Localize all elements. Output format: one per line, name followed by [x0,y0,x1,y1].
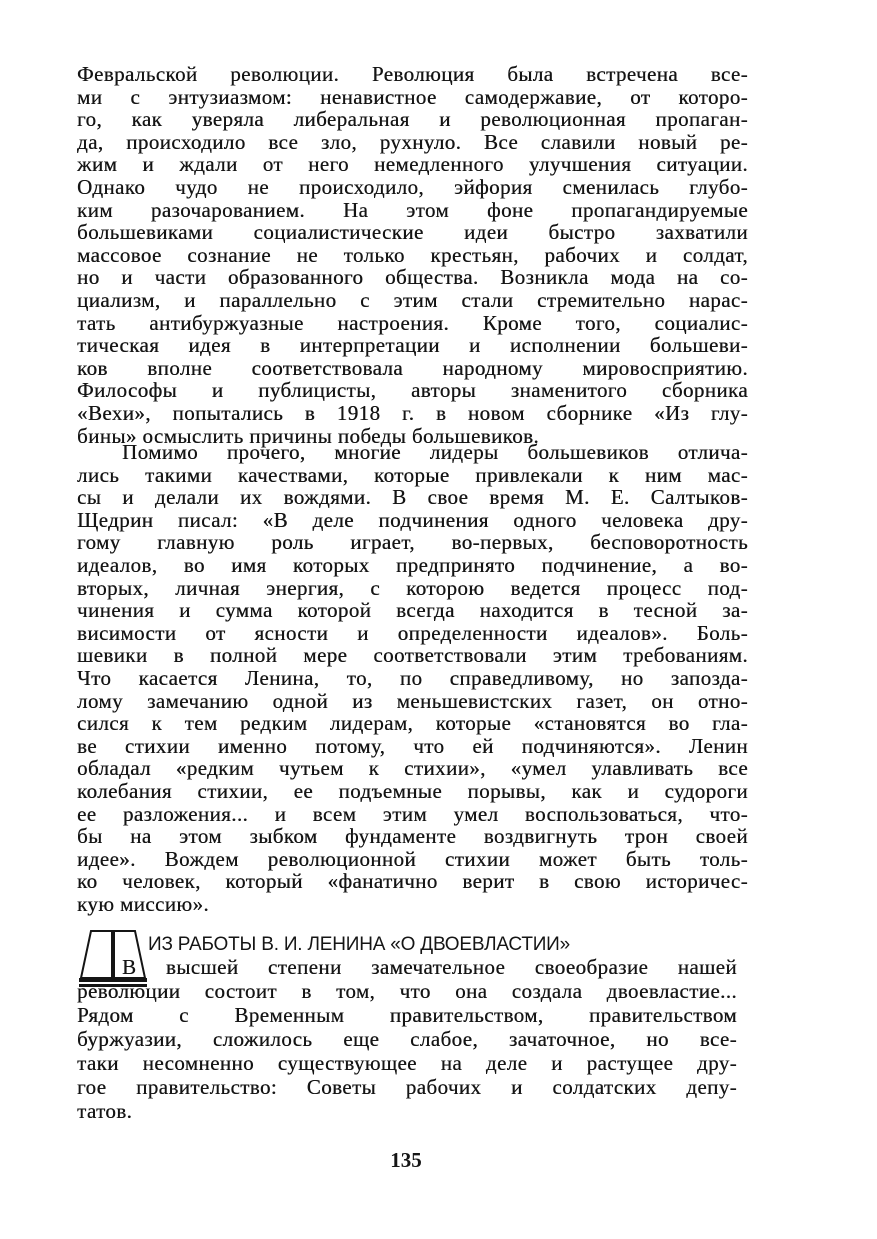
text-line: ко человек, который «фанатично верит в свою историчес- [77,869,748,894]
text-line: чинения и сумма которой всегда находится в тесной за- [77,598,748,623]
text-line: но и части образованного общества. Возникла мода на со- [77,265,748,290]
text-line: обладал «редким чутьем к стихии», «умел улавливать все [77,756,748,781]
text-line: Февральской революции. Революция была встречена все- [77,62,748,86]
text-line: массовое сознание не только крестьян, рабочих и солдат, [77,242,748,267]
text-line: бы на этом зыбком фундаменте воздвигнуть трон своей [77,824,748,849]
text-line: идее». Вождем революционной стихии может быть толь- [77,846,748,871]
text-line: жим и ждали от него немедленного улучшения ситуации. [77,152,748,177]
text-line: тическая идея в интерпретации и исполнении большеви- [77,333,748,358]
paragraph-2 [77,441,748,915]
text-line: ми с энтузиазмом: ненавистное самодержавие, от которо- [77,84,748,109]
text-line: ков вполне соответствовала народному мировосприятию. [77,355,748,380]
text-line: татов. [77,1099,133,1123]
text-line: ее разложения... и всем этим умел воспользоваться, что- [77,801,748,826]
text-line: да, происходило все зло, рухнуло. Все славили новый ре- [77,129,748,154]
text-line: идеалов, во имя которых предпринято подчинение, а во- [77,552,748,577]
text-line: гому главную роль играет, во-первых, бесповоротность [77,530,748,555]
text-line: революции состоит в том, что она создала двоевластие... [77,979,737,1003]
text-line: вторых, личная энергия, с которою ведется процесс под- [77,575,748,600]
text-line: буржуазии, сложилось еще слабое, зачаточное, но все- [77,1027,737,1051]
text-line: В высшей степени замечательное своеобразие нашей [122,955,737,979]
text-line: тать антибуржуазные настроения. Кроме того, социалис- [77,310,748,335]
lenin-quote [77,955,737,1123]
text-line: Что касается Ленина, то, по справедливому, но запозда- [77,665,748,690]
text-line: Помимо прочего, многие лидеры большевиков отлича- [122,440,748,464]
text-line: Рядом с Временным правительством, правительством [77,1003,737,1027]
text-line: ким разочарованием. На этом фоне пропагандируемые [77,197,748,222]
text-line: бины» осмыслить причины победы большевиков. [77,423,540,448]
text-line: гое правительство: Советы рабочих и солдатских депу- [77,1075,737,1099]
text-line: «Вехи», попытались в 1918 г. в новом сборнике «Из глу- [77,400,748,425]
text-line: висимости от ясности и определенности идеалов». Боль- [77,620,748,645]
text-line: Однако чудо не происходило, эйфория сменилась глубо- [77,174,748,199]
text-line: Щедрин писал: «В деле подчинения одного человека дру- [77,507,748,532]
text-line: лому замечанию одной из меньшевистских газет, он отно- [77,688,748,713]
text-line: таки несомненно существующее на деле и растущее дру- [77,1051,737,1075]
text-line: лись такими качествами, которые привлекали к ним мас- [77,462,748,487]
paragraph-1 [77,63,748,447]
text-line: го, как уверяла либеральная и революционная пропаган- [77,107,748,132]
text-line: циализм, и параллельно с этим стали стремительно нарас- [77,287,748,312]
text-line: Философы и публицисты, авторы знаменитого сборника [77,378,748,403]
text-line: колебания стихии, ее подъемные порывы, как и судороги [77,778,748,803]
text-line: сился к тем редким лидерам, которые «становятся во гла- [77,711,748,736]
text-line: шевики в полной мере соответствовали этим требованиям. [77,643,748,668]
text-line: кую миссию». [77,891,209,916]
text-line: большевиками социалистические идеи быстро захватили [77,220,748,245]
source-heading-title: ИЗ РАБОТЫ В. И. ЛЕНИНА «О ДВОЕВЛАСТИИ» [148,934,571,955]
text-line: сы и делали их вождями. В свое время М. Е. Салтыков- [77,485,748,510]
text-line: ве стихии именно потому, что ей подчиняются». Ленин [77,733,748,758]
page-number: 135 [390,1148,422,1172]
